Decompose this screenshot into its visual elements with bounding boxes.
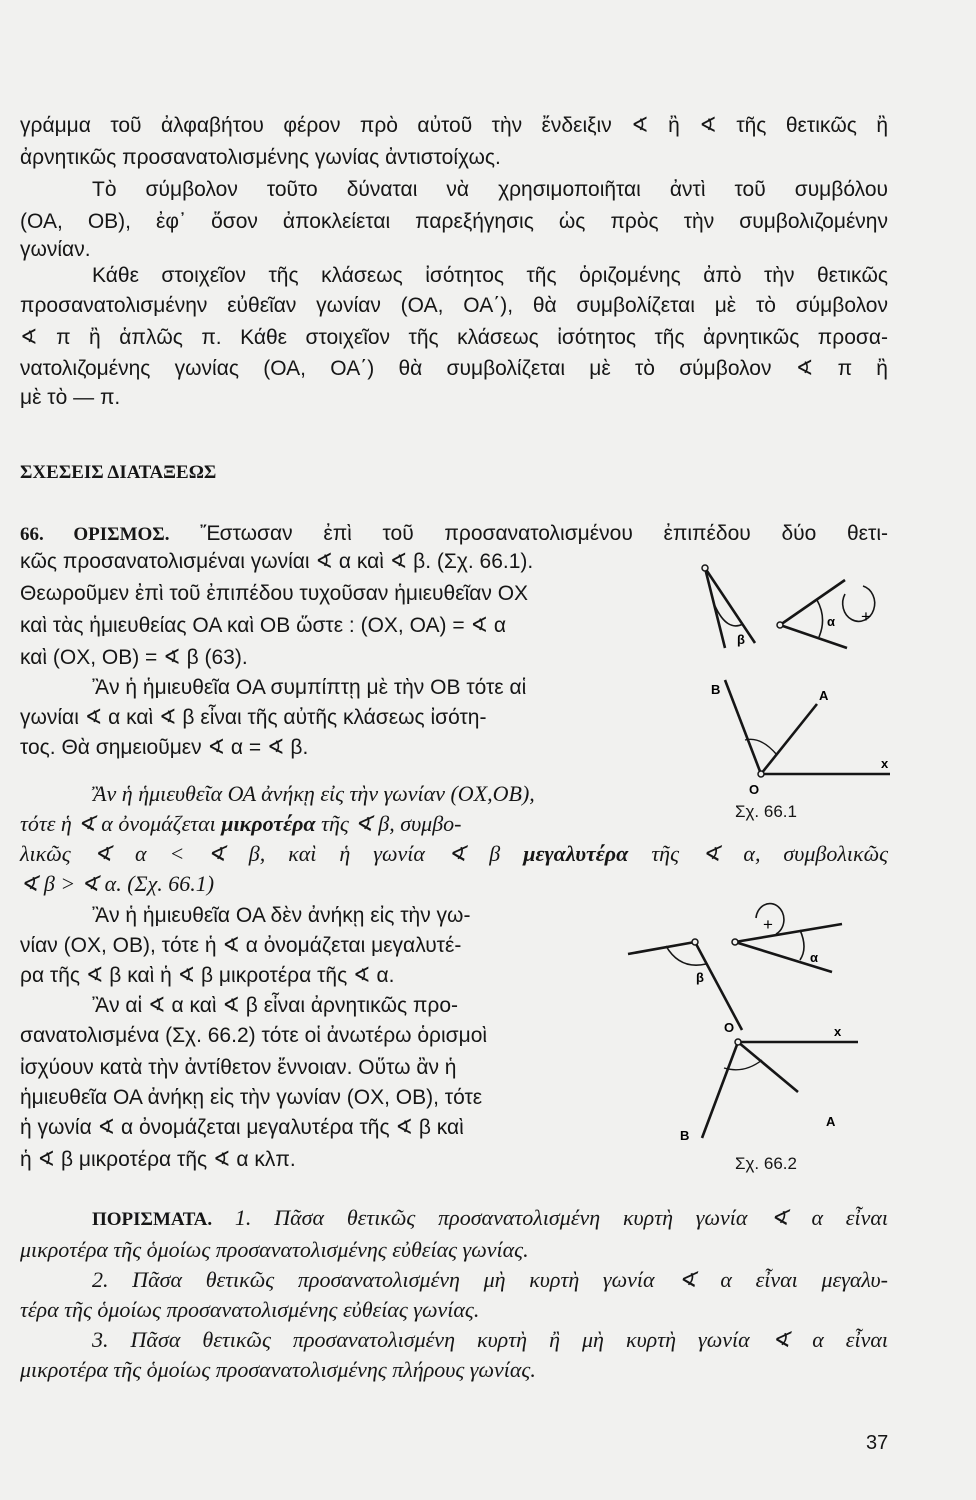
definition-line-8: τος. Θὰ σημειοῦμεν ∢ α = ∢ β.: [20, 736, 309, 759]
text-line-7: προσανατολισμένην εὐθεῖαν γωνίαν (ΟΑ, ΟΑ΄), θὰ συμβολίζεται μὲ τὸ σύμβολον: [20, 294, 888, 317]
fig1-plus-label: +: [861, 607, 871, 626]
fig1-ray-OB: [725, 680, 761, 774]
fig1-O-label: Ο: [749, 782, 760, 797]
fig1-top-beta-ray-1: [705, 568, 725, 648]
section-title: ΣΧΕΣΕΙΣ ΔΙΑΤΑΞΕΩΣ: [20, 462, 217, 483]
fig2-B-label: Β: [680, 1128, 690, 1143]
definition-line-5: καὶ (ΟΧ, ΟΒ) = ∢ β (63).: [20, 646, 248, 669]
text-line-1: γράμμα τοῦ ἀλφαβήτου φέρον πρὸ αὐτοῦ τὴν ἔνδειξιν ∢ ἢ ∢ τῆς θετικῶς ἢ: [20, 114, 888, 137]
text-line-10: μὲ τὸ — π.: [20, 386, 121, 409]
corollary-3b: μικροτέρα τῆς ὁμοίως προσανατολισμένης πλήρους γωνίας.: [20, 1357, 536, 1382]
fig1-B-label: Β: [711, 682, 721, 697]
text-line-3: Τὸ σύμβολον τοῦτο δύναται νὰ χρησιμοποιῆται ἀντὶ τοῦ συμβόλου: [92, 178, 888, 201]
para2-line-2: νίαν (ΟΧ, ΟΒ), τότε ἡ ∢ α ὀνομάζεται μεγαλυτέ-: [20, 934, 462, 957]
text-line-8: ∢ π ἢ ἁπλῶς π. Κάθε στοιχεῖον τῆς κλάσεως ἰσότητος τῆς ἀρνητικῶς προσα-: [20, 326, 888, 349]
para2-line-5: σανατολισμένα (Σχ. 66.2) τότε οἱ ἀνωτέρω ὁρισμοὶ: [20, 1024, 488, 1047]
fig2-ray-OA: [738, 1042, 798, 1092]
text-line-2: ἀρνητικῶς προσανατολισμένης γωνίας ἀντιστοίχως.: [20, 146, 501, 169]
italic-line-3: [20, 840, 888, 868]
fig2-A-label: Α: [826, 1114, 836, 1129]
para2-line-8: ἡ γωνία ∢ α ὀνομάζεται μεγαλυτέρα τῆς ∢ β καὶ: [20, 1116, 464, 1139]
fig2-x-label: x: [834, 1024, 842, 1039]
text-line-6: Κάθε στοιχεῖον τῆς κλάσεως ἰσότητος τῆς ὁριζομένης ἀπὸ τὴν θετικῶς: [92, 264, 888, 287]
fig1-x-label: x: [881, 756, 889, 771]
fig1-A-label: Α: [819, 688, 829, 703]
fig2-alpha-label: α: [810, 950, 818, 965]
para2-line-7: ἡμιευθεῖα ΟΑ ἀνήκῃ εἰς τὴν γωνίαν (ΟΧ, ΟΒ), τότε: [20, 1086, 483, 1109]
corollary-3a: 3. Πᾶσα θετικῶς προσανατολισμένη κυρτὴ ἢ μὴ κυρτὴ γωνία ∢ α εἶναι: [92, 1327, 888, 1352]
italic-line-3a: λικῶς ∢ α < ∢ β, καὶ ἡ γωνία ∢ β: [20, 841, 501, 866]
fig1-ray-OA: [761, 704, 817, 774]
fig2-beta-label: β: [696, 970, 704, 985]
term-smaller: μικροτέρα: [221, 811, 316, 836]
para2-line-3: ρα τῆς ∢ β καὶ ἡ ∢ β μικροτέρα τῆς ∢ α.: [20, 964, 395, 987]
text-line-4: (ΟΑ, ΟΒ), ἐφ᾽ ὅσον ἀποκλείεται παρεξήγησις ὡς πρὸς τὴν συμβολιζομένην: [20, 210, 888, 233]
caption-66-2: Σχ. 66.2: [735, 1154, 797, 1173]
fig1-top-alpha-ray-2: [780, 625, 847, 648]
para2-line-4: Ἂν αἱ ∢ α καὶ ∢ β εἶναι ἀρνητικῶς προ-: [92, 994, 459, 1017]
para2-line-9: ἡ ∢ β μικροτέρα τῆς ∢ α κλπ.: [20, 1148, 296, 1171]
definition-label: 66. ΟΡΙΣΜΟΣ.: [20, 524, 170, 545]
definition-line-4: καὶ τὰς ἡμιευθείας ΟΑ καὶ ΟΒ ὥστε : (ΟΧ, ΟΑ) = ∢ α: [20, 614, 507, 637]
italic-line-4: ∢ β > ∢ α. (Σχ. 66.1): [20, 871, 215, 896]
para2-line-1: Ἂν ἡ ἡμιευθεῖα ΟΑ δὲν ἀνήκῃ εἰς τὴν γω-: [92, 904, 471, 927]
fig2-ray-OB: [702, 1042, 738, 1138]
definition-line-6: Ἂν ἡ ἡμιευθεῖα ΟΑ συμπίπτῃ μὲ τὴν ΟΒ τότε αἱ: [92, 676, 527, 699]
italic-line-2: [20, 810, 462, 838]
figure-66-1: [685, 560, 915, 820]
italic-line-3c: τῆς ∢ α, συμβολικῶς: [651, 841, 889, 866]
corollary-1b: μικροτέρα τῆς ὁμοίως προσανατολισμένης εὐθείας γωνίας.: [20, 1237, 529, 1262]
fig2-top-beta-ray-1: [628, 942, 695, 954]
fig1-top-beta-ray-2: [705, 568, 755, 643]
definition-line-1: [20, 520, 888, 549]
caption-66-1: Σχ. 66.1: [735, 802, 797, 821]
fig1-top-alpha-ray-1: [780, 580, 845, 625]
figure-66-2: [620, 890, 880, 1150]
fig1-alpha-label: α: [827, 614, 835, 629]
term-greater: μεγαλυτέρα: [523, 841, 629, 866]
italic-line-1: Ἂν ἡ ἡμιευθεῖα ΟΑ ἀνήκῃ εἰς τὴν γωνίαν (ΟΧ,ΟΒ),: [92, 781, 535, 806]
corollary-1a: [92, 1204, 888, 1234]
fig1-beta-label: β: [737, 632, 745, 647]
fig2-top-beta-ray-2: [695, 942, 742, 1030]
text-line-5: γωνίαν.: [20, 238, 91, 261]
fig2-O-label: Ο: [724, 1020, 735, 1035]
fig2-plus-label: +: [763, 915, 773, 934]
page-number: 37: [866, 1432, 889, 1454]
fig2-top-alpha-arc: [800, 930, 804, 960]
text-line-9: νατολιζομένης γωνίας (ΟΑ, ΟΑ΄) θὰ συμβολίζεται μὲ τὸ σύμβολον ∢ π ἢ: [20, 357, 888, 380]
italic-line-2c: τῆς ∢ β, συμβο-: [321, 811, 462, 836]
fig2-top-alpha-ray-1: [735, 924, 842, 942]
italic-line-2a: τότε ἡ ∢ α ὀνομάζεται: [20, 811, 216, 836]
para2-line-6: ἰσχύουν κατὰ τὴν ἀντίθετον ἔννοιαν. Οὕτω ἂν ἡ: [20, 1056, 457, 1079]
fig1-top-alpha-arc: [817, 600, 823, 637]
definition-line-7: γωνίαι ∢ α καὶ ∢ β εἶναι τῆς αὐτῆς κλάσεως ἰσότη-: [20, 706, 487, 729]
corollaries-label: ΠΟΡΙΣΜΑΤΑ.: [92, 1209, 213, 1230]
definition-line-2: κῶς προσανατολισμέναι γωνίαι ∢ α καὶ ∢ β. (Σχ. 66.1).: [20, 550, 534, 573]
definition-line-3: Θεωροῦμεν ἐπὶ τοῦ ἐπιπέδου τυχοῦσαν ἡμιευθεῖαν ΟΧ: [20, 582, 529, 605]
corollary-2b: τέρα τῆς ὁμοίως προσανατολισμένης εὐθείας γωνίας.: [20, 1297, 480, 1322]
corollary-1-text: 1. Πᾶσα θετικῶς προσανατολισμένη κυρτὴ γωνία ∢ α εἶναι: [234, 1205, 889, 1230]
corollary-2a: 2. Πᾶσα θετικῶς προσανατολισμένη μὴ κυρτὴ γωνία ∢ α εἶναι μεγαλυ-: [92, 1267, 888, 1292]
definition-text-1: Ἔστωσαν ἐπὶ τοῦ προσανατολισμένου ἐπιπέδου δύο θετι-: [200, 522, 889, 545]
